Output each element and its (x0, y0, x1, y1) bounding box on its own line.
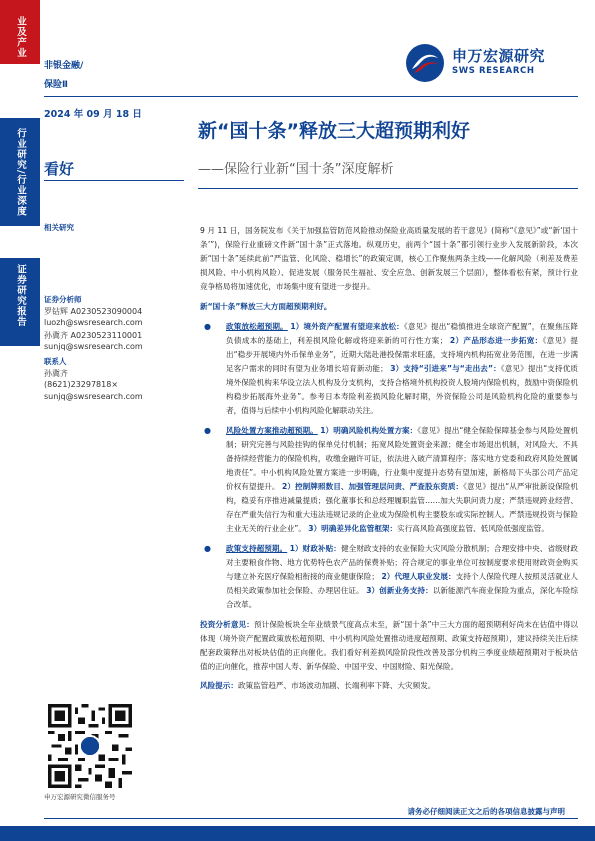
header-divider (44, 96, 578, 97)
disclosure-footer: 请务必仔细阅读正文之后的各项信息披露与声明 (407, 807, 565, 816)
risk-text: 政策监管趋严、市场波动加剧、长端利率下降、大灾频发。 (237, 681, 436, 690)
investment-label: 投资分析意见： (200, 620, 254, 629)
left-sidebar-strip (0, 0, 40, 841)
bullet-risk-disposal: ● 风险处置方案推动超预期。 1）明确风险机构处置方案：《意见》提出“健全保险保障基金参与风险处置机制；研究完善与风险挂钩的保单兑付机制；拓宽风险处置资金来源；健全市场退出机制，对风险大、不具备持续经营能力的保险机构，收缴金融许可证，依法进入破产清算程序；落实地方党委和政府风险处置属地责任”。中小机构风险处置方案进一步明确，行业集中度提升态势有望加速，新格局下头部公司产品定价权有望提升。 2）控制牌照数目、加强管理层问责、严查股东资质：《意见》提出“从严审批新设保险机构，稳妥有序推进减量提质；强化董事长和总经理履职监管……加大失职问责力度；严禁违规跨业经营、存在严重失信行为和重大违法违规记录的企业成为保险机构主要股东或实际控制人。严禁违规投资与保险主业无关的行业企业”。 3）明确差异化监管框架：实行高风险高强度监管、低风险低强度监管。 (204, 426, 579, 533)
wechat-qr-code[interactable] (48, 704, 132, 788)
logo-chinese-name: 申万宏源研究 (452, 47, 546, 65)
analyst-email[interactable]: sunjq@swsresearch.com (44, 342, 143, 351)
contacts-heading: 联系人 (44, 357, 67, 366)
footer-bar (0, 826, 595, 841)
report-date: 2024 年 09 月 18 日 (44, 109, 142, 120)
rating-label: 看好 (44, 160, 75, 178)
logo-english-name: SWS RESEARCH (452, 66, 535, 76)
related-research-heading: 相关研究 (44, 223, 74, 232)
bullet-policy-easing: ● 政策放松超预期。 1）境外资产配置有望迎来放松：《意见》提出“稳慎推进全球资产配置”，在聚焦压降负债成本的基础上，利差损风险化解或将迎来新的可行性方案； 2）产品形态进一步拓宽：《意见》提出“稳步开展境内外币保单业务”，近期大陆赴港投保需求旺盛，支持境内机构拓宽业务范围，在进一步满足客户需求的同时有望为业务增长培育新动能； 3）支持“引进来”与“走出去”：《意见》提出“支持优质境外保险机构来华设立法人机构及分支机构，支持合格境外机构投资人股境内保险机构，鼓励中资保险机构稳步拓展海外业务”。参考日本寿险利差损风险化解时期，外资保险公司是风险机构化险的重要参与者，值得与后续中小机构风险化解联动关注。 (204, 322, 579, 415)
bullet-dot-icon: ● (204, 544, 211, 553)
analyst-email[interactable]: luozh@swsresearch.com (44, 318, 143, 327)
investment-view (200, 618, 578, 674)
investment-text: 预计保险板块全年业绩景气度高点未至，新“国十条”中三大方面的超预期利好尚未在估值中得以体现（境外资产配置政策放松超预期、中小机构风险处置推动进度超预期、政策支持超预期），建议持续关注后续配套政策释出对板块估值的正向催化。我们看好利差损风险阶段性改善及部分机构三季度业绩超预期对于板块估值的正向催化，推荐中国人寿、新华保险、中国平安、中国财险、阳光保险。 (200, 620, 578, 671)
bullet-dot-icon: ● (204, 322, 211, 331)
sws-research-logo (404, 42, 564, 88)
report-title: 新“国十条”释放三大超预期利好 (198, 120, 470, 142)
key-points-headline: 新“国十条”释放三大方面超预期利好。 (200, 302, 332, 311)
footer-divider (44, 818, 578, 819)
report-subtitle: ——保险行业新“国十条”深度解析 (198, 162, 394, 177)
sidebar-segment-report-type: 行业研究/行业深度 (0, 118, 40, 226)
rating-divider (44, 180, 184, 181)
sidebar-segment-industry: 业及产业 (0, 0, 40, 64)
report-body (200, 224, 578, 698)
contact-phone: (8621)23297818× (44, 380, 119, 389)
analyst-line: 孙冀齐 A0230523110001 (44, 331, 143, 340)
industry-category: 非银金融/ (44, 61, 84, 71)
sidebar-segment-securities-report: 证券研究报告 (0, 258, 40, 346)
analysts-heading: 证券分析师 (44, 295, 82, 304)
bullet-policy-support: ● 政策支持超预期。 1）财政补贴：健全财政支持的农业保险大灾风险分散机制；合理安排中央、省级财政对主要粮食作物、地方优势特色农产品的保费补贴；符合规定的事业单位可按制度要求使用财政资金购买与建立补充医疗保险相衔接的商业健康保险； 2）代理人职业发展：支持个人保险代理人按照灵活就业人员相关政策参加社会保险、办理居住证。 3）创新业务支持：以新能源汽车商业保险为重点，深化车险综合改革。 (204, 544, 579, 609)
analyst-line: 罗钻辉 A0230523090004 (44, 307, 143, 316)
contact-email[interactable]: sunjq@swsresearch.com (44, 392, 143, 401)
bullet-dot-icon: ● (204, 426, 211, 435)
sws-logo-mark-icon (404, 42, 446, 84)
risk-warning (200, 679, 578, 693)
industry-subcategory: 保险Ⅱ (44, 80, 68, 90)
risk-label: 风险提示： (200, 681, 238, 690)
qr-caption: 申万宏源研究微信服务号 (44, 793, 116, 801)
contact-name: 孙冀齐 (44, 369, 68, 378)
intro-paragraph: 9 月 11 日，国务院发布《关于加强监管防范风险推动保险业高质量发展的若干意见》(简称“《意见》”或“新‘国十条’”)，保险行业重磅文件新“国十条”正式落地。纵观历史，前两个“国十条”都引领行业步入发展新阶段，本次新“国十条”延续此前“严监管、化风险、稳增长”的政策定调，核心工作聚焦两条主线——化解风险（利差及费差损风险、中小机构风险）、促进发展（服务民生福祉、安全应急、创新发展三个层面），整体看松有紧，预计行业竞争格局将加速优化，市场集中度有望进一步提升。 (200, 226, 578, 291)
title-divider (198, 188, 578, 189)
